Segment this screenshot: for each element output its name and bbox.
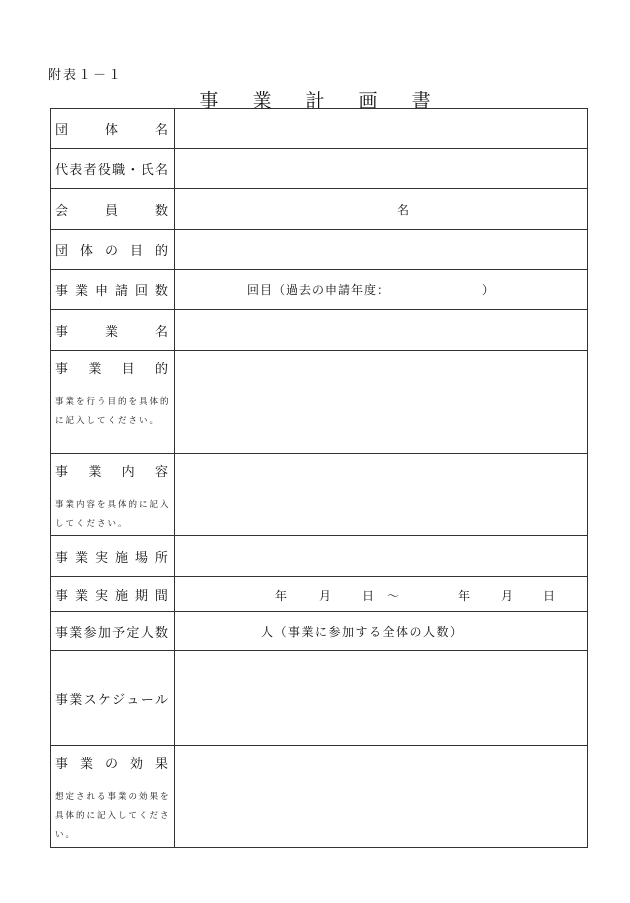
row-label-text (51, 358, 174, 377)
label-project-name (51, 310, 175, 351)
row-label-text (51, 585, 174, 604)
label-char: ジ (112, 692, 126, 708)
label-char: ー (140, 692, 154, 708)
row-schedule (51, 651, 588, 746)
label-char: 期 (134, 588, 148, 604)
label-char: 事 (55, 362, 69, 377)
label-char: 氏 (140, 163, 154, 178)
label-char: 事 (55, 588, 69, 604)
label-char: 効 (129, 757, 143, 772)
label-period (51, 577, 175, 612)
organization-purpose-field[interactable] (175, 230, 588, 270)
period-month-start: 月 (319, 589, 332, 603)
label-char: 団 (55, 123, 69, 138)
period-month-end: 月 (501, 589, 514, 603)
row-label-text (51, 280, 174, 299)
label-char: 体 (104, 123, 118, 138)
label-char: 施 (114, 550, 128, 566)
label-schedule (51, 651, 175, 746)
label-char: の (104, 757, 118, 772)
project-name-field[interactable] (175, 310, 588, 351)
row-effect (51, 746, 588, 848)
label-char: 事 (55, 324, 69, 340)
schedule-field[interactable] (175, 651, 588, 746)
label-project-purpose (51, 351, 175, 454)
label-char: 業 (79, 757, 93, 772)
label-char: 事 (55, 692, 69, 708)
label-participants (51, 612, 175, 651)
participants-text: 人（事業に参加する全体の人数） (261, 625, 464, 639)
period-tilde: ～ (387, 589, 400, 603)
label-char: 的 (154, 362, 168, 377)
document-title: 事 業 計 画 書 (199, 90, 445, 112)
label-char: 団 (55, 244, 69, 259)
label-char: の (104, 244, 118, 259)
label-char: 場 (134, 550, 148, 566)
label-char: 事 (55, 465, 69, 480)
label-char: 定 (126, 625, 140, 641)
label-char: ュ (126, 692, 140, 708)
project-purpose-note: 事業を行う目的を具体的に記入してください。 (55, 397, 171, 426)
period-field[interactable] (175, 577, 588, 612)
label-char: 施 (114, 588, 128, 604)
label-char: 事 (55, 550, 69, 566)
label-char: 所 (154, 550, 168, 566)
row-label-text (51, 547, 174, 566)
label-char: 果 (154, 757, 168, 772)
label-char: 業 (88, 362, 102, 377)
label-char: 名 (154, 324, 168, 340)
row-members (51, 189, 588, 230)
label-char: 事 (55, 284, 69, 299)
label-char: ・ (126, 163, 140, 178)
label-char: 表 (69, 163, 83, 178)
label-char: 役 (97, 163, 111, 178)
label-char: 者 (83, 163, 97, 178)
label-char: 目 (121, 362, 135, 377)
application-count-close: ） (482, 283, 495, 297)
label-char: 業 (69, 625, 83, 641)
row-label-text (51, 240, 174, 259)
label-char: 目 (129, 244, 143, 259)
label-char: 実 (94, 550, 108, 566)
label-char: 事 (55, 757, 69, 772)
label-members (51, 189, 175, 230)
label-char: 数 (154, 284, 168, 299)
label-char: 内 (121, 465, 135, 480)
business-plan-form (50, 108, 588, 848)
label-char: 業 (74, 588, 88, 604)
label-representative (51, 149, 175, 189)
row-project-purpose (51, 351, 588, 454)
row-purpose (51, 230, 588, 270)
row-label-text (51, 159, 174, 178)
application-count-field[interactable] (175, 270, 588, 310)
members-field[interactable] (175, 189, 588, 230)
project-content-field[interactable] (175, 454, 588, 536)
label-char: 申 (94, 284, 108, 299)
row-label-text (51, 119, 174, 138)
label-char: 業 (74, 284, 88, 299)
label-char: 回 (134, 284, 148, 299)
label-application-count (51, 270, 175, 310)
label-char: 名 (154, 123, 168, 138)
row-representative (51, 149, 588, 189)
label-char: 業 (74, 550, 88, 566)
label-char: ル (154, 692, 168, 708)
label-location (51, 536, 175, 577)
label-char: 職 (112, 163, 126, 178)
label-char: 数 (154, 203, 168, 219)
appendix-label: 附表１－１ (48, 68, 124, 83)
participants-field[interactable] (175, 612, 588, 651)
label-char: 請 (114, 284, 128, 299)
row-project-content (51, 454, 588, 536)
label-char: 体 (79, 244, 93, 259)
row-label-text (51, 461, 174, 480)
row-label-text (51, 200, 174, 219)
label-char: 員 (104, 203, 118, 219)
row-project-name (51, 310, 588, 351)
project-purpose-field[interactable] (175, 351, 588, 454)
label-char: 業 (69, 692, 83, 708)
location-field[interactable] (175, 536, 588, 577)
label-char: 数 (154, 625, 168, 641)
label-char: 間 (154, 588, 168, 604)
label-project-content (51, 454, 175, 536)
effect-field[interactable] (175, 746, 588, 848)
row-application-count (51, 270, 588, 310)
label-char: 予 (112, 625, 126, 641)
label-char: ケ (97, 692, 111, 708)
label-organization-purpose (51, 230, 175, 270)
label-char: 容 (154, 465, 168, 480)
members-unit: 名 (397, 203, 410, 217)
period-year-start: 年 (275, 589, 288, 603)
row-participants (51, 612, 588, 651)
effect-note: 想定される事業の効果を具体的に記入してください。 (55, 792, 171, 840)
label-effect (51, 746, 175, 848)
label-char: 人 (140, 625, 154, 641)
label-char: 事 (55, 625, 69, 641)
application-count-text: 回目（過去の申請年度： (247, 283, 391, 297)
representative-field[interactable] (175, 149, 588, 189)
label-char: 実 (94, 588, 108, 604)
period-year-end: 年 (458, 589, 471, 603)
row-location (51, 536, 588, 577)
row-label-text (51, 689, 174, 708)
label-char: 参 (83, 625, 97, 641)
label-char: 業 (104, 324, 118, 340)
period-day-start: 日 (362, 589, 375, 603)
row-label-text (51, 753, 174, 772)
row-period (51, 577, 588, 612)
row-label-text (51, 321, 174, 340)
row-organization-name (51, 109, 588, 149)
label-char: 的 (154, 244, 168, 259)
row-label-text (51, 622, 174, 641)
label-char: 加 (97, 625, 111, 641)
label-char: ス (83, 692, 97, 708)
label-char: 代 (55, 163, 69, 178)
project-content-note: 事業内容を具体的に記入してください。 (55, 500, 171, 529)
label-char: 名 (154, 163, 168, 178)
label-char: 会 (55, 203, 69, 219)
period-day-end: 日 (543, 589, 556, 603)
organization-name-field[interactable] (175, 109, 588, 149)
label-organization-name (51, 109, 175, 149)
label-char: 業 (88, 465, 102, 480)
